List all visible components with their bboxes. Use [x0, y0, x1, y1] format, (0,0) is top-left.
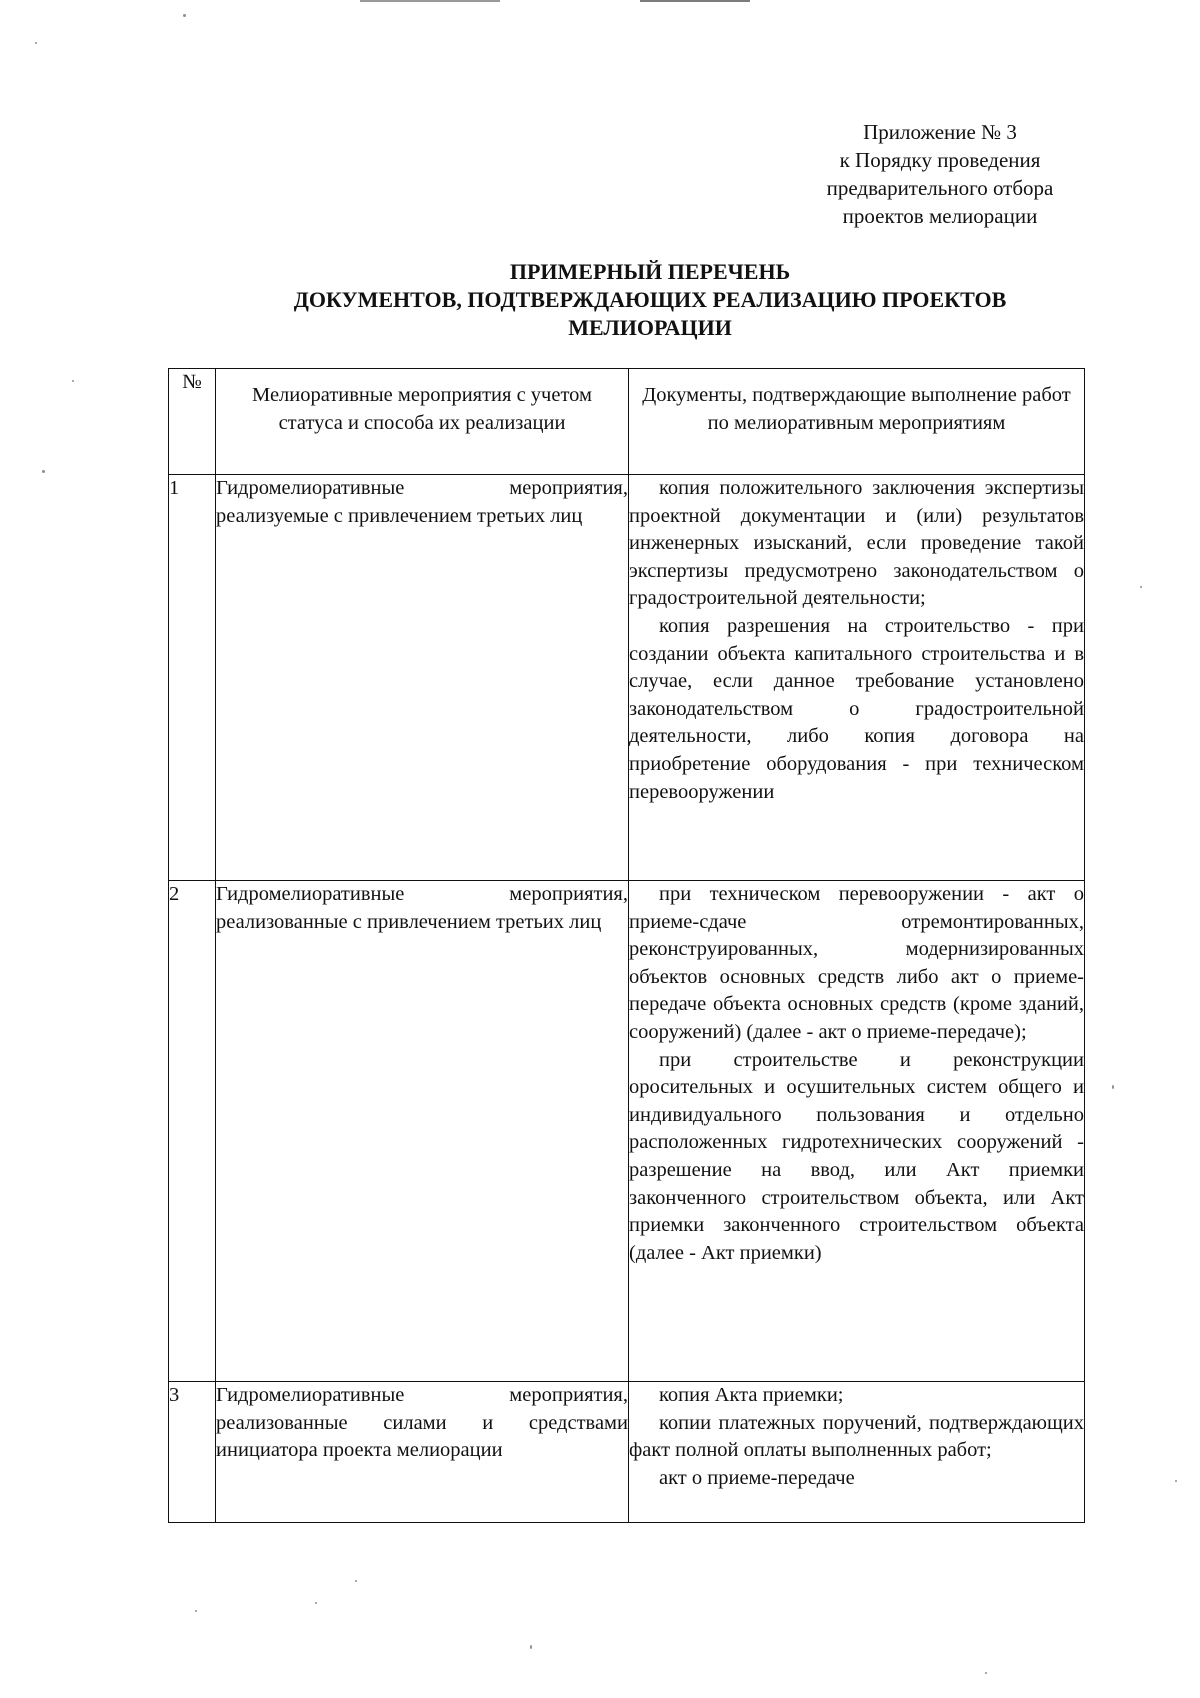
row-activity: Гидромелиоративные мероприятия, реализованные с привлечением третьих лиц [216, 881, 629, 1382]
scan-speck [42, 470, 45, 473]
title-line: ДОКУМЕНТОВ, ПОДТВЕРЖДАЮЩИХ РЕАЛИЗАЦИЮ ПРОЕКТОВ [293, 287, 1007, 312]
row-number: 3 [169, 1382, 216, 1523]
scan-speck [1140, 586, 1142, 588]
header-documents [629, 369, 1085, 475]
appendix-line: к Порядку проведения [839, 148, 1041, 172]
title-line: МЕЛИОРАЦИИ [568, 315, 732, 340]
row-number: 1 [169, 475, 216, 881]
row-activity: Гидромелиоративные мероприятия, реализуемые с привлечением третьих лиц [216, 475, 629, 881]
header-activity [216, 369, 629, 475]
row-number: 2 [169, 881, 216, 1382]
document-item: при строительстве и реконструкции оросительных и осушительных систем общего и индивидуального пользования и отдельно расположенных гидротехнических сооружений - разрешение на ввод, или Акт приемки законченного строительством объекта, или Акт приемки законченного строительством объекта (далее - Акт приемки) [629, 1048, 1084, 1264]
scan-speck [72, 380, 74, 382]
scan-speck [1112, 1085, 1114, 1089]
scan-speck [183, 14, 186, 17]
row-documents [629, 881, 1085, 1382]
document-item: копия положительного заключения экспертизы проектной документации и (или) результатов инженерных изысканий, если проведение такой экспертизы предусмотрено законодательством о градостроительной деятельности; [629, 477, 1084, 610]
table-row [169, 1382, 1085, 1523]
documents-table [168, 368, 1085, 1523]
row-activity: Гидромелиоративные мероприятия, реализованные силами и средствами инициатора проекта мелиорации [216, 1382, 629, 1523]
table-header-row [169, 369, 1085, 475]
scan-speck [195, 1610, 197, 1612]
document-item: акт о приеме-передаче [659, 1466, 855, 1489]
header-activity-text: Мелиоративные мероприятия с учетом статуса и способа их реализации [252, 384, 592, 434]
document-item: копия разрешения на строительство - при создании объекта капитального строительства и в случае, если данное требование установлено законодательством о градостроительной деятельности, либо копия договора на приобретение оборудования - при техническом перевооружении [629, 614, 1084, 803]
scan-speck [985, 1672, 987, 1674]
document-item: копия Акта приемки; [659, 1384, 844, 1406]
appendix-header [800, 118, 1080, 230]
scan-speck [35, 42, 37, 44]
scan-artifact-line [360, 0, 500, 2]
scan-speck [530, 1645, 532, 1649]
appendix-line: проектов мелиорации [842, 204, 1038, 228]
document-item: при техническом перевооружении - акт о приеме-сдаче отремонтированных, реконструированных, модернизированных объектов основных средств либо акт о приеме-передаче объекта основных средств (кроме зданий, сооружений) (далее - акт о приеме-передаче); [629, 883, 1084, 1043]
appendix-line: Приложение № 3 [863, 120, 1017, 144]
scan-speck [1175, 1480, 1177, 1482]
header-documents-text: Документы, подтверждающие выполнение работ по мелиоративным мероприятиям [642, 384, 1071, 434]
scan-artifact-line [640, 0, 750, 2]
header-number: № [169, 369, 216, 475]
row-documents [629, 475, 1085, 881]
document-item: копии платежных поручений, подтверждающих факт полной оплаты выполненных работ; [629, 1411, 1084, 1462]
row-documents [629, 1382, 1085, 1523]
table-row [169, 881, 1085, 1382]
document-title [200, 258, 1100, 342]
table-row [169, 475, 1085, 881]
scan-speck [355, 1580, 357, 1582]
scan-speck [315, 1602, 317, 1604]
title-line: ПРИМЕРНЫЙ ПЕРЕЧЕНЬ [509, 259, 791, 284]
appendix-line: предварительного отбора [826, 176, 1054, 200]
